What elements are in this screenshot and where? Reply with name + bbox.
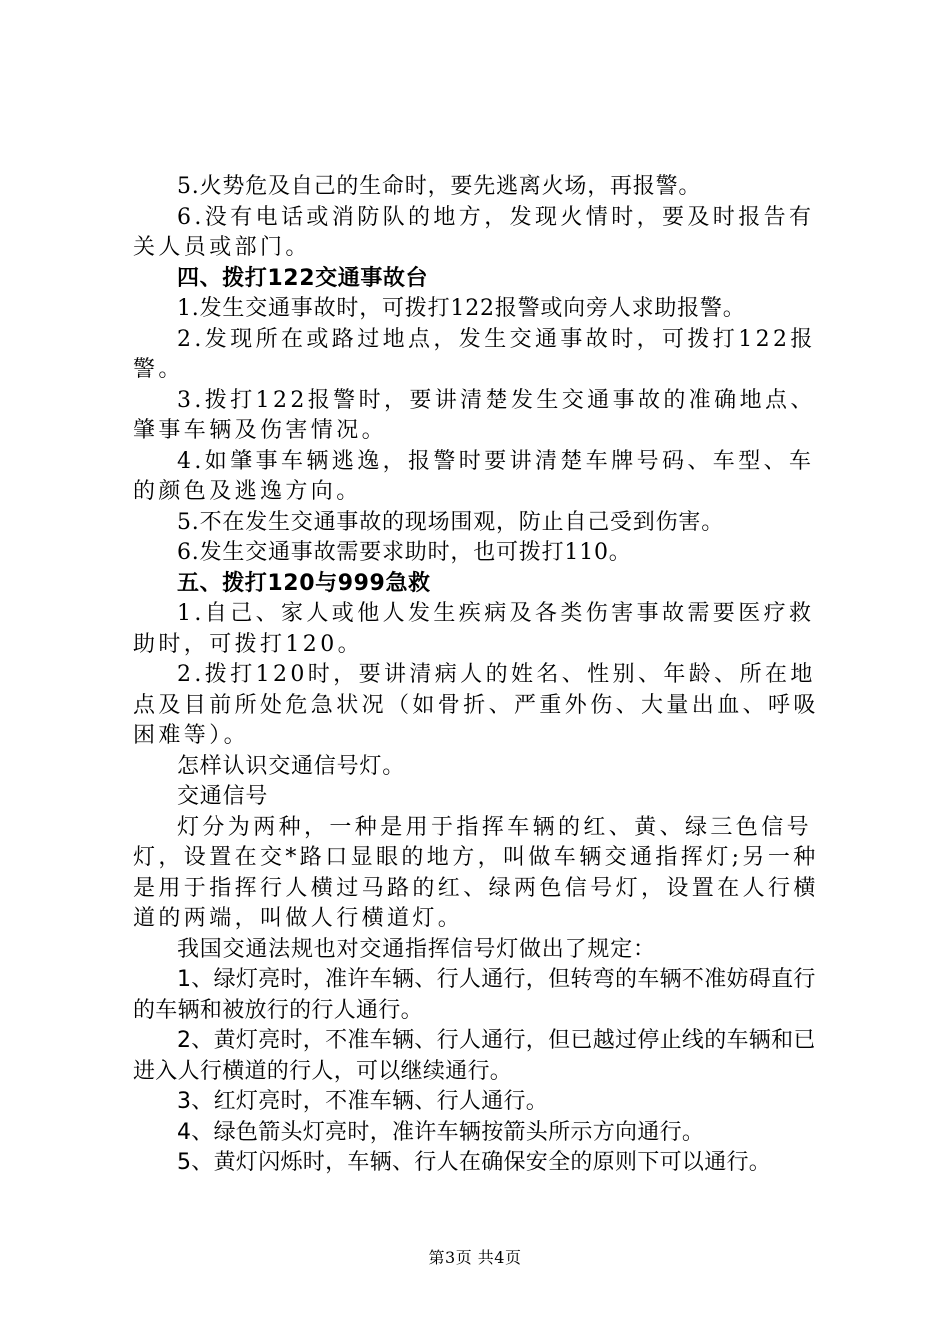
paragraph-120-1: 1.自己、家人或他人发生疾病及各类伤害事故需要医疗救助时，可拨打120。 <box>133 601 815 657</box>
paragraph-traffic-light-types: 灯分为两种，一种是用于指挥车辆的红、黄、绿三色信号灯，设置在交*路口显眼的地方，叫做车辆交通指挥灯;另一种是用于指挥行人横过马路的红、绿两色信号灯，设置在人行横道的两端，叫做人行横道灯。 <box>133 814 819 931</box>
paragraph-122-3: 3.拨打122报警时，要讲清楚发生交通事故的准确地点、肇事车辆及伤害情况。 <box>133 387 816 443</box>
rule-green-arrow: 4、绿色箭头灯亮时，准许车辆按箭头所示方向通行。 <box>177 1119 705 1145</box>
paragraph-122-4: 4.如肇事车辆逃逸，报警时要讲清楚车牌号码、车型、车的颜色及逃逸方向。 <box>133 448 815 504</box>
rule-green-light: 1、绿灯亮时，准许车辆、行人通行，但转弯的车辆不准妨碍直行的车辆和被放行的行人通行。 <box>133 967 816 1023</box>
paragraph-122-6: 6.发生交通事故需要求助时，也可拨打110。 <box>177 540 632 565</box>
paragraph-122-2: 2.发现所在或路过地点，发生交通事故时，可拨打122报警。 <box>133 326 816 382</box>
paragraph-122-1: 1.发生交通事故时，可拨打122报警或向旁人求助报警。 <box>177 296 746 321</box>
document-body <box>133 172 833 1179</box>
paragraph-fire-5: 5.火势危及自己的生命时，要先逃离火场，再报警。 <box>177 174 702 199</box>
paragraph-120-2: 2.拨打120时，要讲清病人的姓名、性别、年龄、所在地点及目前所处危急状况（如骨折、严重外伤、大量出血、呼吸困难等）。 <box>133 662 819 748</box>
paragraph-traffic-signal: 交通信号 <box>177 784 269 809</box>
page-number-footer: 第3页 共4页 <box>428 1248 522 1267</box>
rule-red-light: 3、红灯亮时，不准车辆、行人通行。 <box>177 1089 549 1114</box>
paragraph-traffic-light-intro: 怎样认识交通信号灯。 <box>177 753 406 779</box>
section-heading-120: 五、拨打120与999急救 <box>177 570 431 596</box>
paragraph-traffic-regulation: 我国交通法规也对交通指挥信号灯做出了规定： <box>177 936 656 962</box>
section-heading-122: 四、拨打122交通事故台 <box>177 265 429 291</box>
paragraph-122-5: 5.不在发生交通事故的现场围观，防止自己受到伤害。 <box>177 509 724 535</box>
rule-yellow-light: 2、黄灯亮时，不准车辆、行人通行，但已越过停止线的车辆和已进入人行横道的行人，可以继续通行。 <box>133 1028 816 1084</box>
paragraph-fire-6: 6.没有电话或消防队的地方，发现火情时，要及时报告有关人员或部门。 <box>133 204 815 260</box>
rule-yellow-flashing: 5、黄灯闪烁时，车辆、行人在确保安全的原则下可以通行。 <box>177 1150 772 1175</box>
